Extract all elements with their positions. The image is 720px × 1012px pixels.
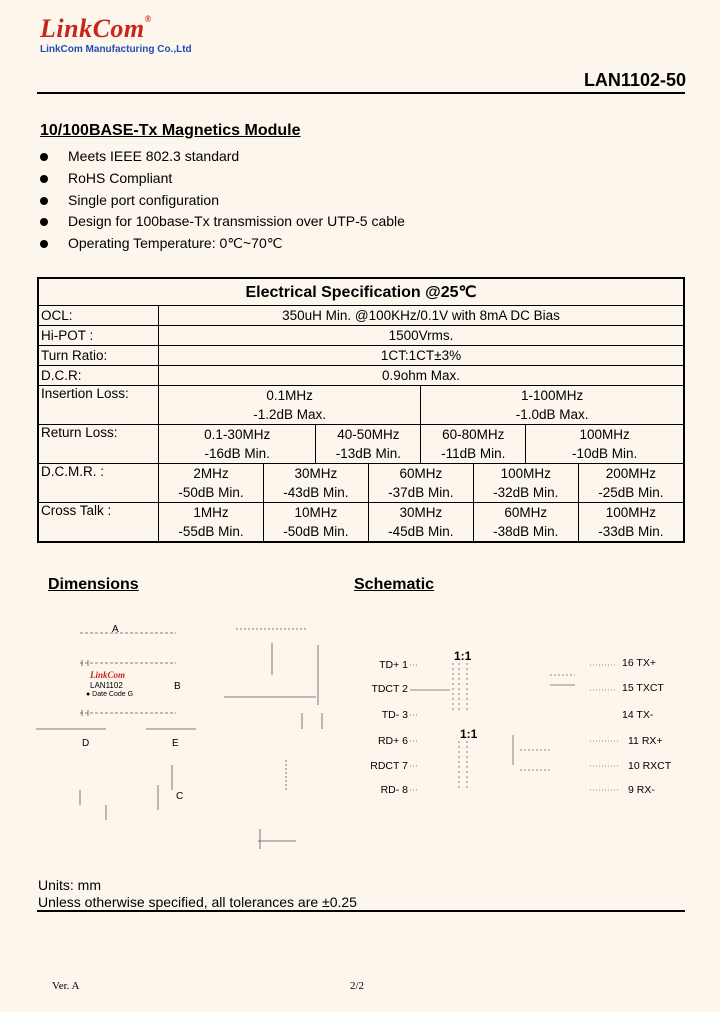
feature-item: Operating Temperature: 0℃~70℃: [40, 233, 405, 255]
feature-item: RoHS Compliant: [40, 168, 405, 190]
cross-freq: 100MHz: [578, 503, 684, 523]
dim-letter-c: C: [176, 791, 184, 802]
pin-label: 10 RXCT: [628, 760, 672, 772]
insertion-loss-label: Insertion Loss:: [38, 386, 159, 406]
insertion-freq: 0.1MHz: [159, 386, 421, 406]
company-logo: LinkCom®: [40, 14, 152, 43]
pin-label: 11 RX+: [628, 735, 663, 747]
dim-letter-b: B: [174, 681, 181, 692]
cross-value: -38dB Min.: [473, 522, 578, 542]
dcmr-label: D.C.M.R. :: [38, 464, 159, 484]
dim-letter-d: D: [82, 738, 90, 749]
return-value: -13dB Min.: [316, 444, 421, 464]
cross-value: -50dB Min.: [263, 522, 368, 542]
cross-freq: 60MHz: [473, 503, 578, 523]
feature-item: Design for 100base-Tx transmission over UTP-5 cable: [40, 211, 405, 233]
return-freq: 0.1-30MHz: [159, 425, 316, 445]
pin-label: 9 RX-: [628, 784, 655, 796]
ocl-label: OCL:: [38, 306, 159, 326]
dcmr-value: -50dB Min.: [159, 483, 264, 503]
body-date-code: ● Date Code G: [86, 691, 134, 698]
pin-label: 16 TX+: [622, 657, 656, 669]
dim-letter-a: A: [112, 624, 119, 635]
cross-freq: 10MHz: [263, 503, 368, 523]
dcmr-freq: 100MHz: [473, 464, 578, 484]
hipot-label: Hi-POT :: [38, 326, 159, 346]
dcmr-value: -32dB Min.: [473, 483, 578, 503]
page-number: 2/2: [350, 980, 365, 992]
return-value: -11dB Min.: [421, 444, 526, 464]
hipot-value: 1500Vrms.: [159, 326, 685, 346]
dcr-value: 0.9ohm Max.: [159, 366, 685, 386]
cross-freq: 1MHz: [159, 503, 264, 523]
return-freq: 100MHz: [526, 425, 684, 445]
cross-value: -55dB Min.: [159, 522, 264, 542]
spec-title: Electrical Specification @25℃: [38, 278, 684, 306]
electrical-spec-table: [37, 277, 685, 543]
turns-ratio-bottom: 1:1: [460, 727, 478, 741]
feature-item: Single port configuration: [40, 190, 405, 212]
return-loss-label: Return Loss:: [38, 425, 159, 445]
bullet-icon: [40, 218, 48, 226]
cross-freq: 30MHz: [368, 503, 473, 523]
insertion-value: -1.0dB Max.: [421, 405, 684, 425]
dcmr-value: -37dB Min.: [368, 483, 473, 503]
pin-label: RDCT 7: [370, 760, 408, 772]
bullet-icon: [40, 175, 48, 183]
pin-label: TDCT 2: [371, 683, 408, 695]
pin-label: RD+ 6: [377, 735, 408, 747]
body-part: LAN1102: [90, 681, 123, 690]
product-title: 10/100BASE-Tx Magnetics Module: [40, 122, 301, 139]
bullet-icon: [40, 197, 48, 205]
insertion-value: -1.2dB Max.: [159, 405, 421, 425]
turn-ratio-value: 1CT:1CT±3%: [159, 346, 685, 366]
tolerance-note: Unless otherwise specified, all tolerances are ±0.25: [38, 894, 357, 910]
dcmr-freq: 60MHz: [368, 464, 473, 484]
dimensions-heading: Dimensions: [48, 576, 139, 593]
turns-ratio-top: 1:1: [454, 649, 472, 663]
schematic-drawing: [405, 655, 630, 805]
dim-letter-e: E: [172, 738, 179, 749]
return-value: -10dB Min.: [526, 444, 684, 464]
header-divider: [37, 92, 685, 94]
pin-label: 15 TXCT: [622, 682, 664, 694]
pin-label: 14 TX-: [622, 709, 654, 721]
feature-list: [40, 146, 405, 255]
ocl-value: 350uH Min. @100KHz/0.1V with 8mA DC Bias: [159, 306, 685, 326]
return-freq: 60-80MHz: [421, 425, 526, 445]
pin-label: RD- 8: [380, 784, 408, 796]
cross-talk-label: Cross Talk :: [38, 503, 159, 523]
bullet-icon: [40, 240, 48, 248]
dcmr-freq: 30MHz: [263, 464, 368, 484]
return-freq: 40-50MHz: [316, 425, 421, 445]
body-logo: LinkCom: [90, 670, 126, 680]
dcmr-freq: 200MHz: [578, 464, 684, 484]
cross-value: -33dB Min.: [578, 522, 684, 542]
dimensions-drawing: [36, 605, 346, 855]
pin-label: TD+ 1: [379, 659, 408, 671]
turn-ratio-label: Turn Ratio:: [38, 346, 159, 366]
insertion-freq: 1-100MHz: [421, 386, 684, 406]
cross-value: -45dB Min.: [368, 522, 473, 542]
schematic-heading: Schematic: [354, 576, 435, 593]
dcr-label: D.C.R:: [38, 366, 159, 386]
dcmr-freq: 2MHz: [159, 464, 264, 484]
return-value: -16dB Min.: [159, 444, 316, 464]
dcmr-value: -25dB Min.: [578, 483, 684, 503]
pin-label: TD- 3: [381, 709, 408, 721]
bullet-icon: [40, 153, 48, 161]
part-number: LAN1102-50: [583, 70, 686, 90]
dcmr-value: -43dB Min.: [263, 483, 368, 503]
feature-item: Meets IEEE 802.3 standard: [40, 146, 405, 168]
version-label: Ver. A: [52, 980, 80, 992]
units-note: Units: mm: [38, 877, 101, 893]
notes-divider: [37, 910, 685, 912]
company-name: LinkCom Manufacturing Co.,Ltd: [40, 44, 192, 55]
